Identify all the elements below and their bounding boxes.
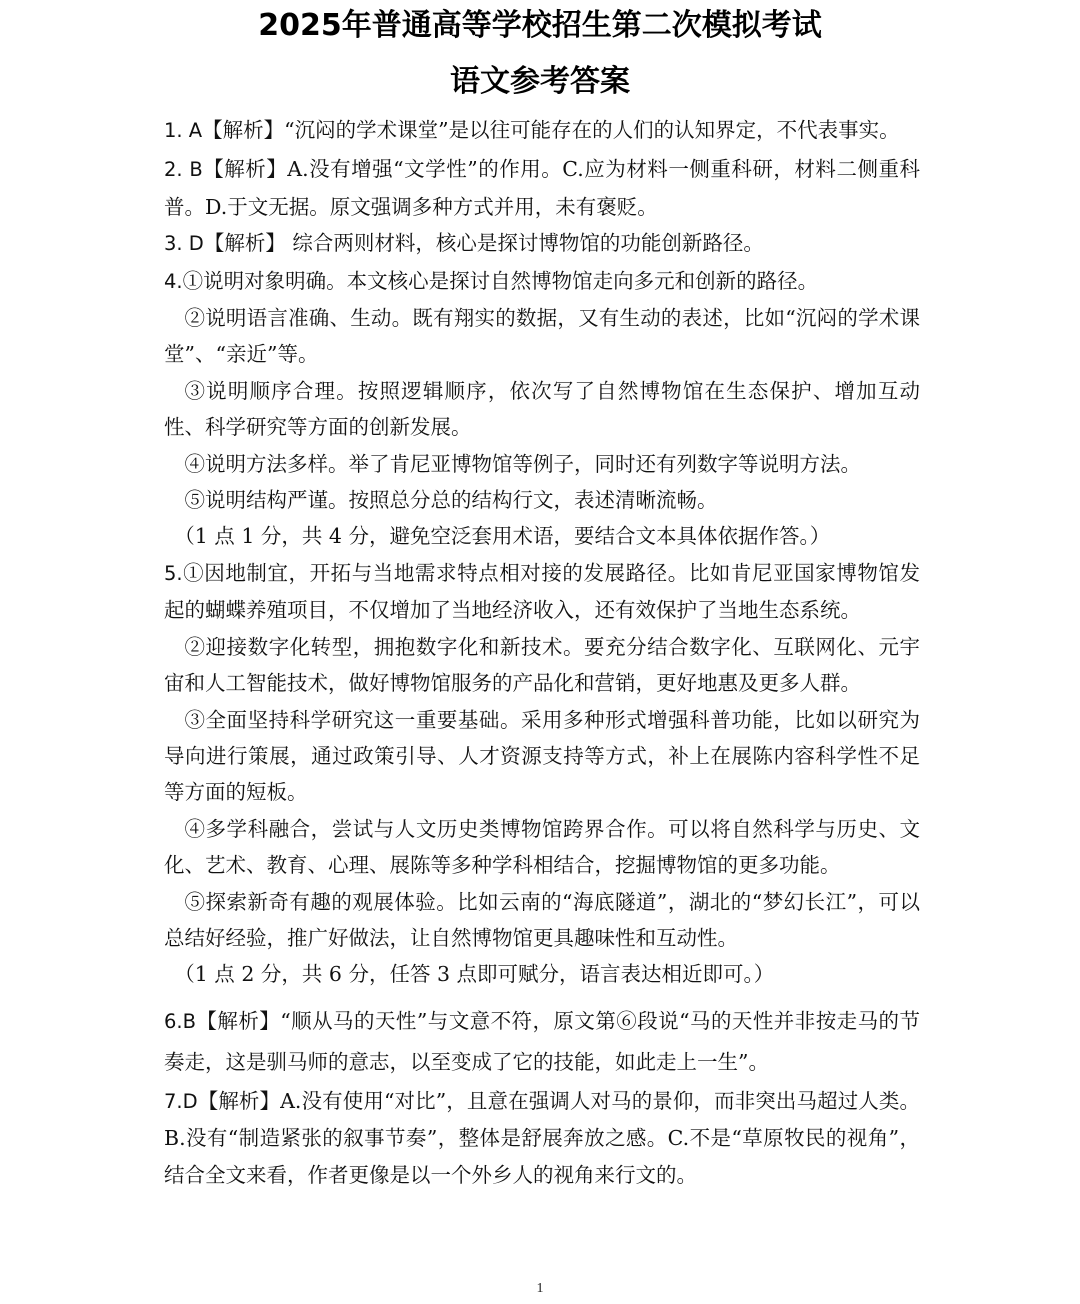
answer-7-number: 7.D <box>164 1089 198 1113</box>
answer-7-text: 【解析】A.没有使用“对比”，且意在强调人对马的景仰，而非突出马超过人类。B.没有“制造紧张的叙事节奏”，整体是舒展奔放之感。C.不是“草原牧民的视角”，结合全文来看，作者更像是以一个外乡人的视角来行文的。 <box>164 1088 920 1187</box>
answer-5-point-1 <box>164 555 920 629</box>
answer-4-point-3: ③说明顺序合理。按照逻辑顺序，依次写了自然博物馆在生态保护、增加互动性、科学研究等方面的创新发展。 <box>164 378 920 440</box>
answer-5-point-3: ③全面坚持科学研究这一重要基础。采用多种形式增强科普功能，比如以研究为导向进行策展，通过政策引导、人才资源支持等方式，补上在展陈内容科学性不足等方面的短板。 <box>164 707 920 805</box>
answer-1 <box>164 112 920 149</box>
answer-3-text: 【解析】 综合两则材料，核心是探讨博物馆的功能创新路径。 <box>203 231 764 256</box>
page-subtitle: 语文参考答案 <box>450 64 630 99</box>
answer-2-text: 【解析】A.没有增强“文学性”的作用。C.应为材料一侧重科研，材料二侧重科普。D.于文无据。原文强调多种方式并用，未有褒贬。 <box>164 157 920 219</box>
answer-4-scoring-note: （1 点 1 分，共 4 分，避免空泛套用术语，要结合文本具体依据作答。） <box>174 524 831 549</box>
answer-6-text: 【解析】“顺从马的天性”与文意不符，原文第⑥段说“马的天性并非按走马的节奏走，这是驯马师的意志，以至变成了它的技能，如此走上一生”。 <box>164 1008 920 1074</box>
answer-5-point-5: ⑤探索新奇有趣的观展体验。比如云南的“海底隧道”，湖北的“梦幻长江”，可以总结好经验，推广好做法，让自然博物馆更具趣味性和互动性。 <box>164 889 920 950</box>
answer-5-point-text: ①因地制宜，开拓与当地需求特点相对接的发展路径。比如肯尼亚国家博物馆发起的蝴蝶养殖项目，不仅增加了当地经济收入，还有效保护了当地生态系统。 <box>164 560 920 623</box>
answer-2 <box>164 151 920 225</box>
answer-4-point-5: ⑤说明结构严谨。按照总分总的结构行文，表述清晰流畅。 <box>184 488 718 513</box>
answer-6 <box>164 1001 920 1083</box>
answer-1-number: 1. A <box>164 119 203 142</box>
answer-list <box>164 112 920 1193</box>
answer-4-number: 4. <box>164 269 183 293</box>
answer-6-number: 6.B <box>164 1009 196 1033</box>
answer-4-point-4: ④说明方法多样。举了肯尼亚博物馆等例子，同时还有列数字等说明方法。 <box>184 451 861 476</box>
answer-2-number: 2. B <box>164 158 203 182</box>
answer-4-point-1 <box>164 263 920 300</box>
page-number: 1 <box>536 1281 544 1296</box>
answer-5-point-2: ②迎接数字化转型，拥抱数字化和新技术。要充分结合数字化、互联网化、元宇宙和人工智能技术，做好博物馆服务的产品化和营销，更好地惠及更多人群。 <box>164 634 920 696</box>
answer-4-point-text: ①说明对象明确。本文核心是探讨自然博物馆走向多元和创新的路径。 <box>182 268 819 293</box>
answer-5-point-4: ④多学科融合，尝试与人文历史类博物馆跨界合作。可以将自然科学与历史、文化、艺术、教育、心理、展陈等多种学科相结合，挖掘博物馆的更多功能。 <box>164 816 920 878</box>
page-title: 2025年普通高等学校招生第二次模拟考试 <box>258 8 822 43</box>
answer-3-number: 3. D <box>164 232 204 256</box>
answer-7 <box>164 1083 920 1193</box>
answer-4-point-2: ②说明语言准确、生动。既有翔实的数据，又有生动的表述，比如“沉闷的学术课堂”、“亲近”等。 <box>164 306 920 367</box>
answer-5-number: 5. <box>164 561 183 585</box>
answer-1-text: 【解析】“沉闷的学术课堂”是以往可能存在的人们的认知界定，不代表事实。 <box>202 118 900 142</box>
answer-3 <box>164 225 920 262</box>
answer-5-scoring-note: （1 点 2 分，共 6 分，任答 3 点即可赋分，语言表达相近即可。） <box>174 962 775 987</box>
